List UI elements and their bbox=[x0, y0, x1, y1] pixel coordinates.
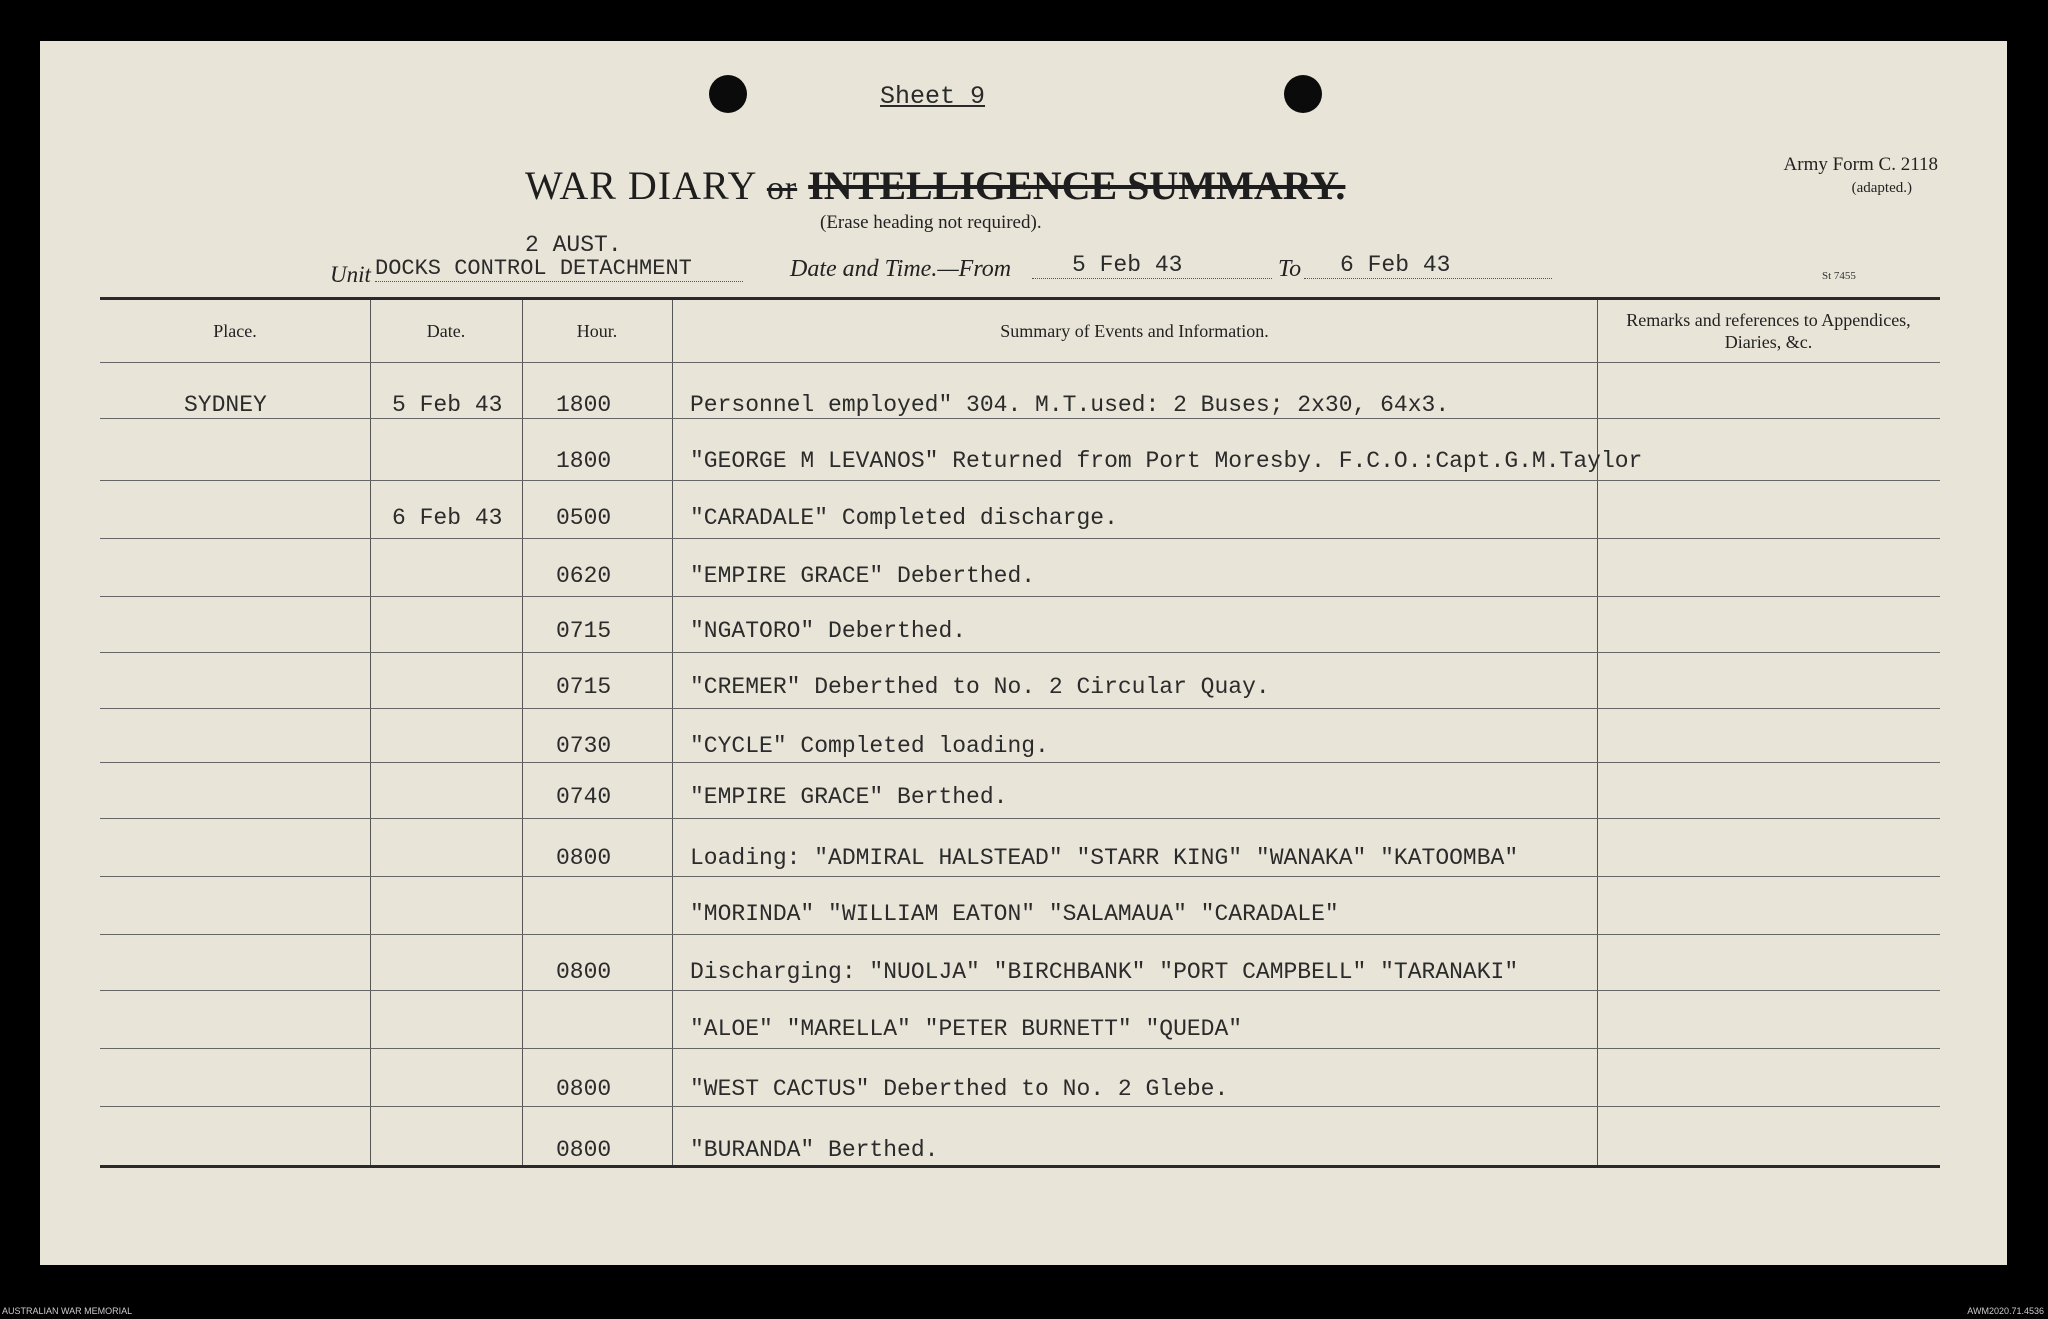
army-form-label bbox=[1784, 154, 1938, 197]
row-divider bbox=[100, 1048, 1940, 1049]
cell-summary: Loading: "ADMIRAL HALSTEAD" "STARR KING" "WANAKA" "KATOOMBA" bbox=[690, 845, 1519, 871]
erase-note: (Erase heading not required). bbox=[820, 212, 1042, 233]
row-divider bbox=[100, 418, 1940, 419]
cell-summary: "EMPIRE GRACE" Berthed. bbox=[690, 784, 1008, 810]
cell-summary: "CREMER" Deberthed to No. 2 Circular Quay. bbox=[690, 674, 1270, 700]
column-divider bbox=[370, 300, 371, 1165]
cell-summary: Discharging: "NUOLJA" "BIRCHBANK" "PORT CAMPBELL" "TARANAKI" bbox=[690, 959, 1519, 985]
cell-summary: "EMPIRE GRACE" Deberthed. bbox=[690, 563, 1036, 589]
cell-date: 6 Feb 43 bbox=[392, 505, 503, 531]
cell-summary: "MORINDA" "WILLIAM EATON" "SALAMAUA" "CARADALE" bbox=[690, 901, 1339, 927]
column-divider bbox=[522, 300, 523, 1165]
title-main: WAR DIARY bbox=[525, 163, 767, 208]
date-time-label: Date and Time.—From bbox=[790, 256, 1012, 282]
cell-hour: 0740 bbox=[556, 784, 612, 810]
row-divider bbox=[100, 538, 1940, 539]
cell-summary: "WEST CACTUS" Deberthed to No. 2 Glebe. bbox=[690, 1076, 1229, 1102]
cell-date: 5 Feb 43 bbox=[392, 392, 503, 418]
sheet-label: Sheet 9 bbox=[880, 82, 986, 111]
row-divider bbox=[100, 480, 1940, 481]
row-divider bbox=[100, 818, 1940, 819]
row-divider bbox=[100, 1106, 1940, 1107]
header-remarks: Remarks and references to Appendices, Diaries, &c. bbox=[1626, 310, 1911, 352]
footer-left: AUSTRALIAN WAR MEMORIAL bbox=[2, 1306, 133, 1316]
cell-hour: 1800 bbox=[556, 448, 612, 474]
unit-value: DOCKS CONTROL DETACHMENT bbox=[375, 256, 743, 282]
cell-summary: Personnel employed" 304. M.T.used: 2 Buses; 2x30, 64x3. bbox=[690, 392, 1450, 418]
cell-summary: "BURANDA" Berthed. bbox=[690, 1137, 939, 1163]
cell-hour: 0715 bbox=[556, 674, 612, 700]
footer-right: AWM2020.71.4536 bbox=[1967, 1306, 2044, 1316]
row-divider bbox=[100, 596, 1940, 597]
punch-hole bbox=[1284, 75, 1322, 113]
row-divider bbox=[100, 652, 1940, 653]
cell-hour: 1800 bbox=[556, 392, 612, 418]
cell-summary: "GEORGE M LEVANOS" Returned from Port Moresby. F.C.O.:Capt.G.M.Taylor bbox=[690, 448, 1643, 474]
header-date: Date. bbox=[426, 321, 466, 341]
cell-hour: 0800 bbox=[556, 845, 612, 871]
row-divider bbox=[100, 762, 1940, 763]
table-bottom-rule bbox=[100, 1165, 1940, 1168]
row-divider bbox=[100, 876, 1940, 877]
date-from: 5 Feb 43 bbox=[1032, 252, 1272, 279]
cell-hour: 0730 bbox=[556, 733, 612, 759]
cell-hour: 0500 bbox=[556, 505, 612, 531]
cell-hour: 0620 bbox=[556, 563, 612, 589]
army-form-adapted: (adapted.) bbox=[1851, 180, 1912, 196]
cell-summary: "CARADALE" Completed discharge. bbox=[690, 505, 1118, 531]
cell-summary: "NGATORO" Deberthed. bbox=[690, 618, 967, 644]
column-divider bbox=[1597, 300, 1598, 1165]
row-divider bbox=[100, 362, 1940, 363]
unit-line1: 2 AUST. bbox=[525, 232, 622, 258]
row-divider bbox=[100, 708, 1940, 709]
title-or: or bbox=[766, 170, 798, 207]
army-form-number: Army Form C. 2118 bbox=[1783, 154, 1938, 175]
page-title bbox=[525, 162, 1345, 209]
st-number: St 7455 bbox=[1822, 270, 1856, 282]
cell-place: SYDNEY bbox=[184, 392, 267, 418]
unit-label: Unit bbox=[330, 262, 371, 287]
title-struck: INTELLIGENCE SUMMARY. bbox=[808, 163, 1346, 208]
header-summary: Summary of Events and Information. bbox=[1000, 321, 1269, 341]
cell-hour: 0800 bbox=[556, 1137, 612, 1163]
row-divider bbox=[100, 934, 1940, 935]
date-to: 6 Feb 43 bbox=[1304, 252, 1552, 279]
cell-hour: 0800 bbox=[556, 959, 612, 985]
punch-hole bbox=[709, 75, 747, 113]
cell-summary: "CYCLE" Completed loading. bbox=[690, 733, 1049, 759]
header-place: Place. bbox=[213, 321, 257, 341]
cell-summary: "ALOE" "MARELLA" "PETER BURNETT" "QUEDA" bbox=[690, 1016, 1243, 1042]
date-to-label: To bbox=[1278, 256, 1302, 282]
column-divider bbox=[672, 300, 673, 1165]
row-divider bbox=[100, 990, 1940, 991]
cell-hour: 0715 bbox=[556, 618, 612, 644]
cell-hour: 0800 bbox=[556, 1076, 612, 1102]
header-hour: Hour. bbox=[576, 321, 618, 341]
